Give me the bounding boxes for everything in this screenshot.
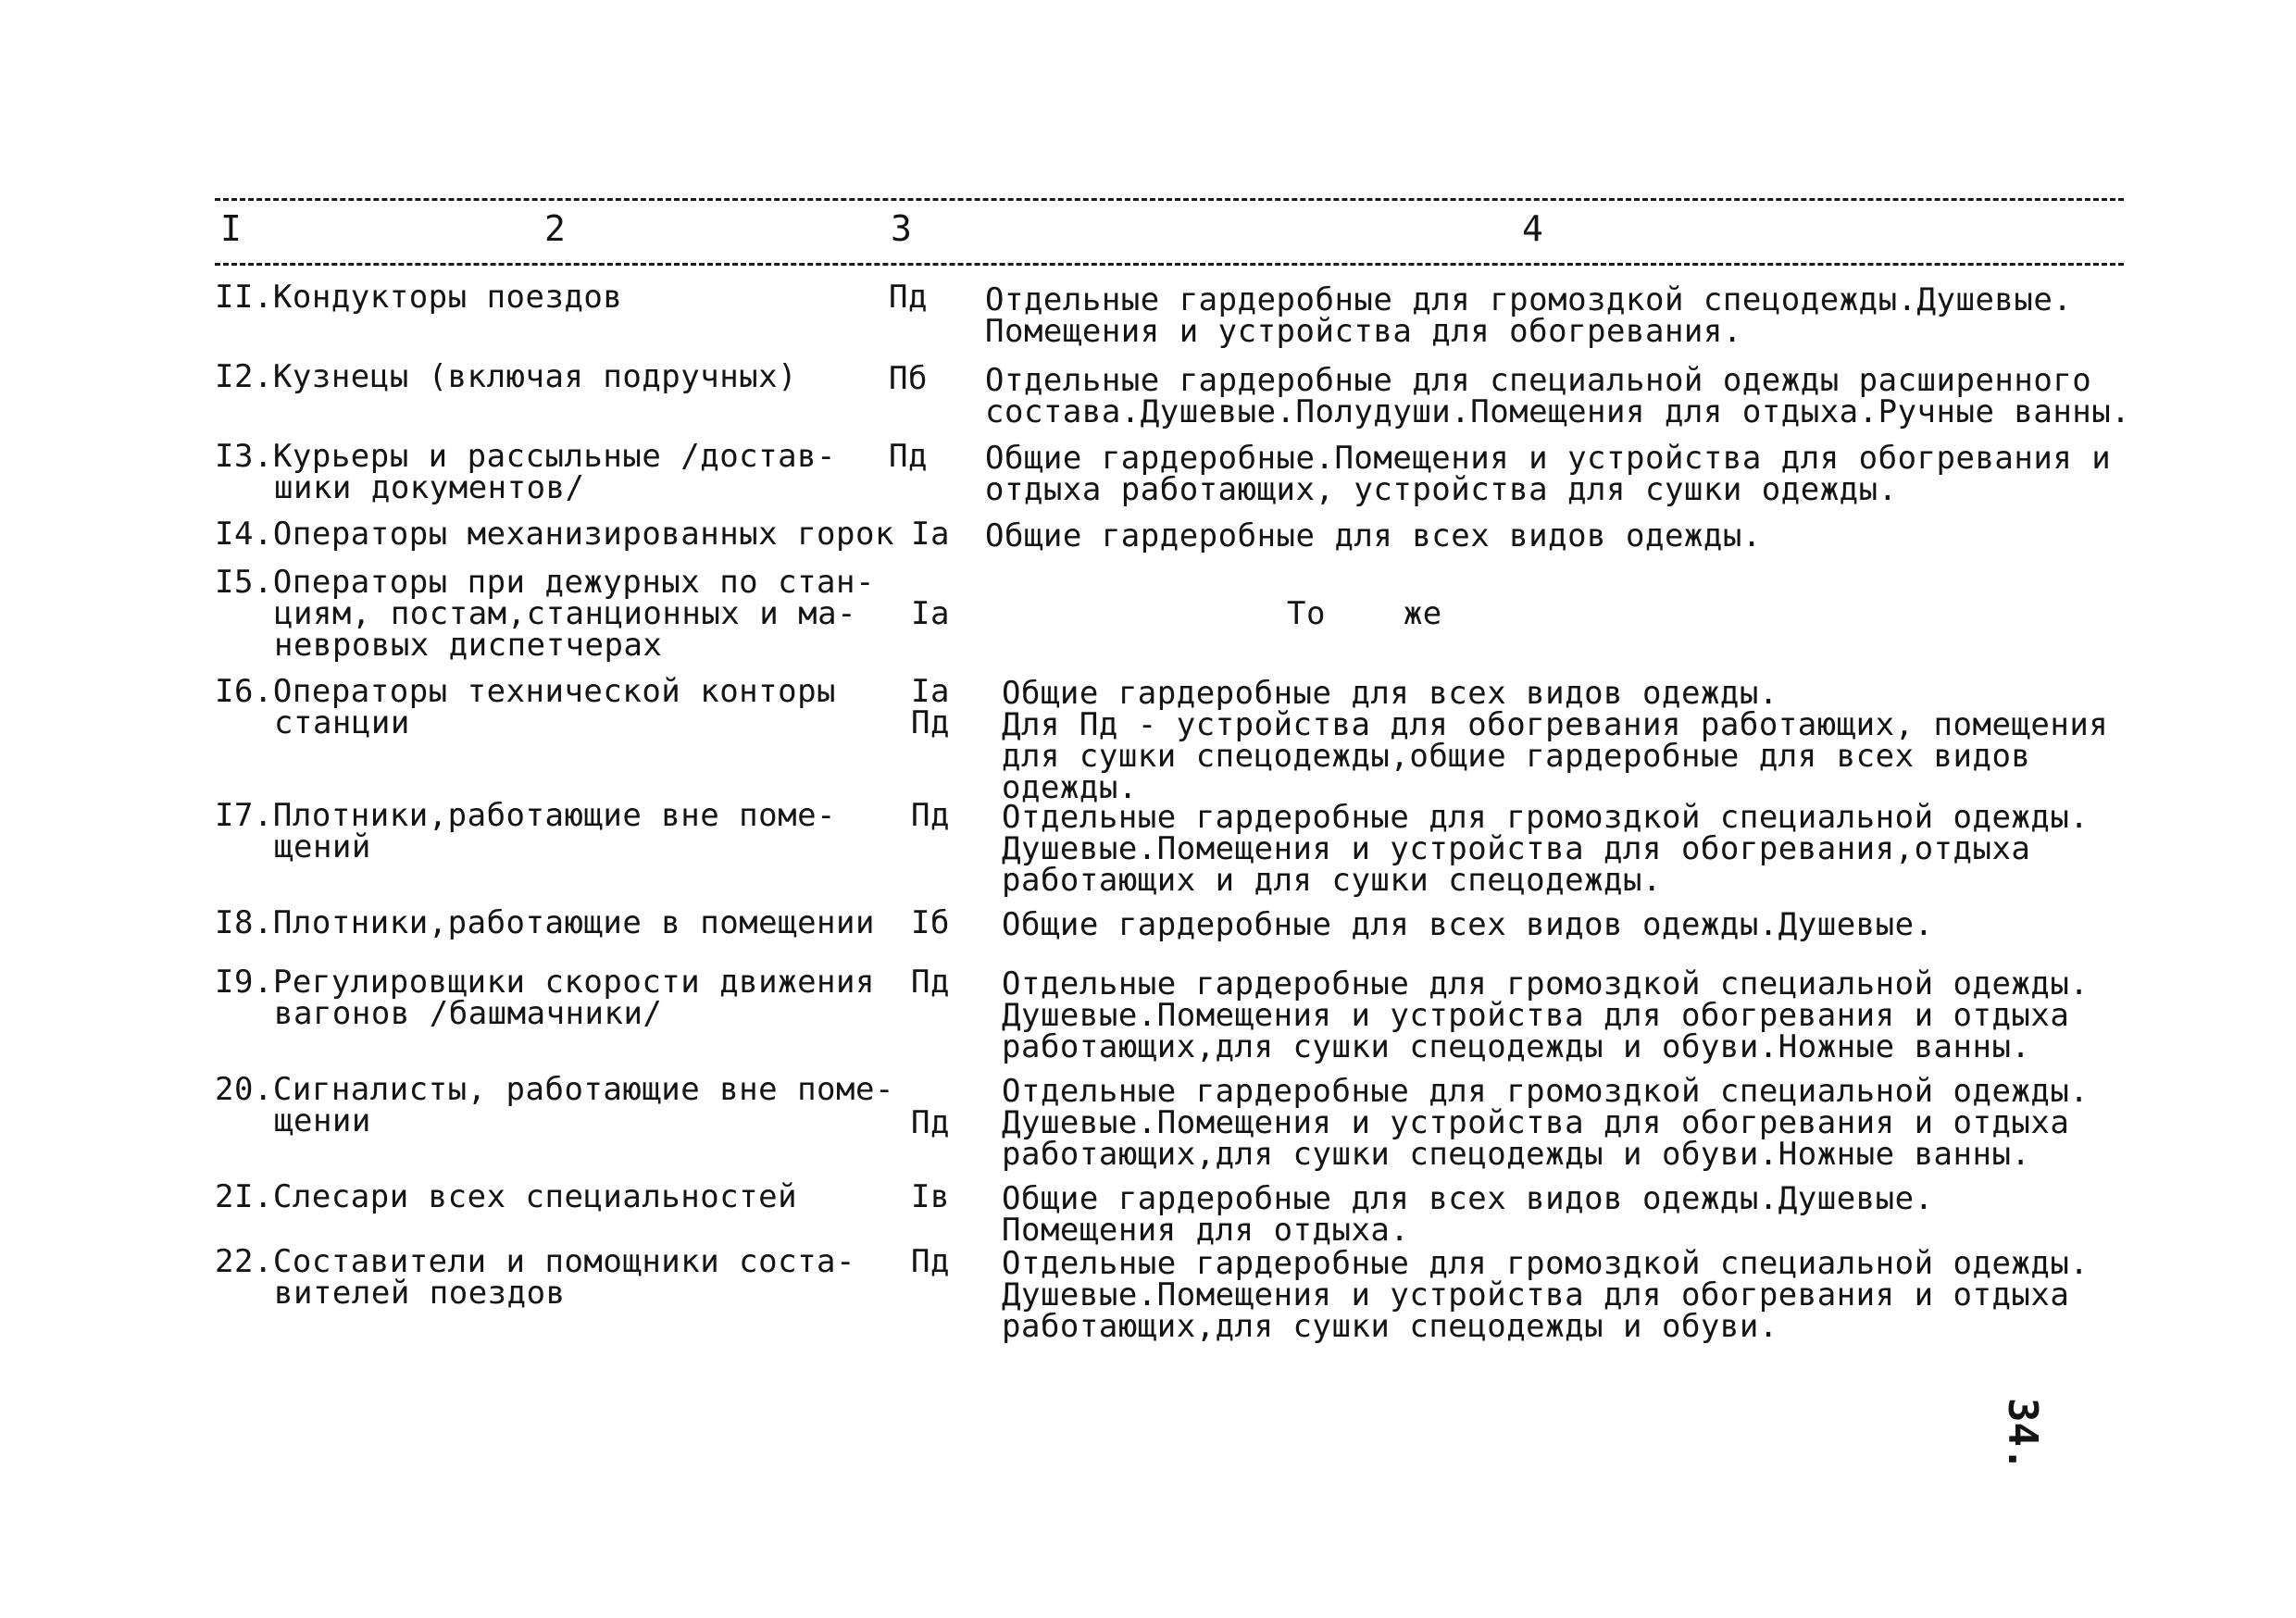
row-13-code: Пд [889, 438, 928, 475]
row-22-desc-1: Отдельные гардеробные для громоздкой специальной одежды. [1002, 1245, 2090, 1282]
row-13-desc-2: отдыха работающих, устройства для сушки одежды. [985, 471, 1898, 508]
row-21-name: 2I.Слесари всех специальностей [215, 1178, 798, 1215]
row-17-name-2: щений [274, 828, 371, 865]
row-15-name-2: циям, постам,станционных и ма- [274, 595, 857, 632]
table-top-rule [215, 198, 2124, 201]
row-19-code: Пд [911, 964, 950, 1001]
row-14-code: Iа [911, 516, 950, 553]
row-12-desc-1: Отдельные гардеробные для специальной одежды расширенного [985, 362, 2092, 399]
header-col-2: 2 [544, 208, 566, 249]
row-22-desc-2: Душевые.Помещения и устройства для обогревания и отдыха [1002, 1276, 2070, 1313]
row-15-name-1: I5.Операторы при дежурных по стан- [215, 564, 875, 601]
row-12-code: Пб [889, 360, 928, 397]
row-11-desc-2: Помещения и устройства для обогревания. [985, 313, 1742, 350]
row-16-desc-1: Общие гардеробные для всех видов одежды. [1002, 675, 1778, 712]
row-13-desc-1: Общие гардеробные.Помещения и устройства для обогревания и [985, 440, 2112, 477]
row-18-name: I8.Плотники,работающие в помещении [215, 904, 875, 941]
row-11-code: Пд [889, 279, 928, 316]
row-17-desc-2: Душевые.Помещения и устройства для обогревания,отдыха [1002, 830, 2031, 867]
page-number: 34. [1999, 1398, 2046, 1472]
row-11-name: II.Кондукторы поездов [215, 279, 623, 316]
row-20-desc-1: Отдельные гардеробные для громоздкой специальной одежды. [1002, 1073, 2090, 1110]
header-col-1: I [220, 208, 242, 249]
row-22-name-1: 22.Составители и помощники соста- [215, 1243, 856, 1280]
row-20-desc-2: Душевые.Помещения и устройства для обогревания и отдыха [1002, 1104, 2070, 1141]
row-13-name-1: I3.Курьеры и рассыльные /достав- [215, 438, 837, 475]
row-16-desc-2: Для Пд - устройства для обогревания работающих, помещения [1002, 706, 2109, 743]
row-13-name-2: шики документов/ [274, 469, 585, 506]
row-22-name-2: вителей поездов [274, 1275, 566, 1312]
row-21-desc-1: Общие гардеробные для всех видов одежды.Душевые. [1002, 1180, 1934, 1217]
row-18-desc-1: Общие гардеробные для всех видов одежды.Душевые. [1002, 906, 1934, 943]
row-19-desc-2: Душевые.Помещения и устройства для обогревания и отдыха [1002, 997, 2070, 1034]
row-20-name-2: щении [274, 1102, 371, 1139]
row-17-name-1: I7.Плотники,работающие вне поме- [215, 797, 837, 834]
row-16-desc-4: одежды. [1002, 769, 1138, 806]
row-19-name-1: I9.Регулировщики скорости движения [215, 964, 875, 1001]
row-20-name-1: 20.Сигналисты, работающие вне поме- [215, 1071, 894, 1108]
header-col-4: 4 [1522, 208, 1543, 249]
row-11-desc-1: Отдельные гардеробные для громоздкой спецодежды.Душевые. [985, 281, 2073, 318]
row-22-code: Пд [911, 1243, 950, 1280]
row-20-desc-3: работающих,для сушки спецодежды и обуви.Ножные ванны. [1002, 1136, 2031, 1173]
row-16-name-2: станции [274, 704, 410, 741]
row-17-desc-1: Отдельные гардеробные для громоздкой специальной одежды. [1002, 799, 2090, 836]
row-19-desc-1: Отдельные гардеробные для громоздкой специальной одежды. [1002, 965, 2090, 1002]
row-16-code-2: Пд [911, 704, 950, 741]
row-21-code: Iв [911, 1178, 950, 1215]
row-12-desc-2: состава.Душевые.Полудуши.Помещения для отдыха.Ручные ванны. [985, 393, 2131, 430]
header-col-3: 3 [891, 208, 912, 249]
row-22-desc-3: работающих,для сушки спецодежды и обуви. [1002, 1308, 1778, 1345]
row-15-code: Iа [911, 595, 950, 632]
row-17-desc-3: работающих и для сушки спецодежды. [1002, 862, 1662, 899]
row-15-name-3: невровых диспетчерах [274, 627, 663, 664]
row-16-name-1: I6.Операторы технической конторы [215, 673, 837, 710]
row-18-code: Iб [911, 904, 950, 941]
row-19-desc-3: работающих,для сушки спецодежды и обуви.Ножные ванны. [1002, 1028, 2031, 1065]
row-17-code: Пд [911, 797, 950, 834]
row-16-desc-3: для сушки спецодежды,общие гардеробные для всех видов [1002, 738, 2031, 775]
row-14-desc-1: Общие гардеробные для всех видов одежды. [985, 517, 1762, 554]
header-bottom-rule [215, 263, 2124, 266]
row-12-name: I2.Кузнецы (включая подручных) [215, 358, 798, 395]
row-21-desc-2: Помещения для отдыха. [1002, 1212, 1410, 1249]
row-16-code-1: Iа [911, 673, 950, 710]
row-14-name: I4.Операторы механизированных горок [215, 516, 894, 553]
row-15-desc-1: То же [1287, 595, 1442, 632]
row-20-code: Пд [911, 1104, 950, 1141]
row-19-name-2: вагонов /башмачники/ [274, 995, 663, 1032]
